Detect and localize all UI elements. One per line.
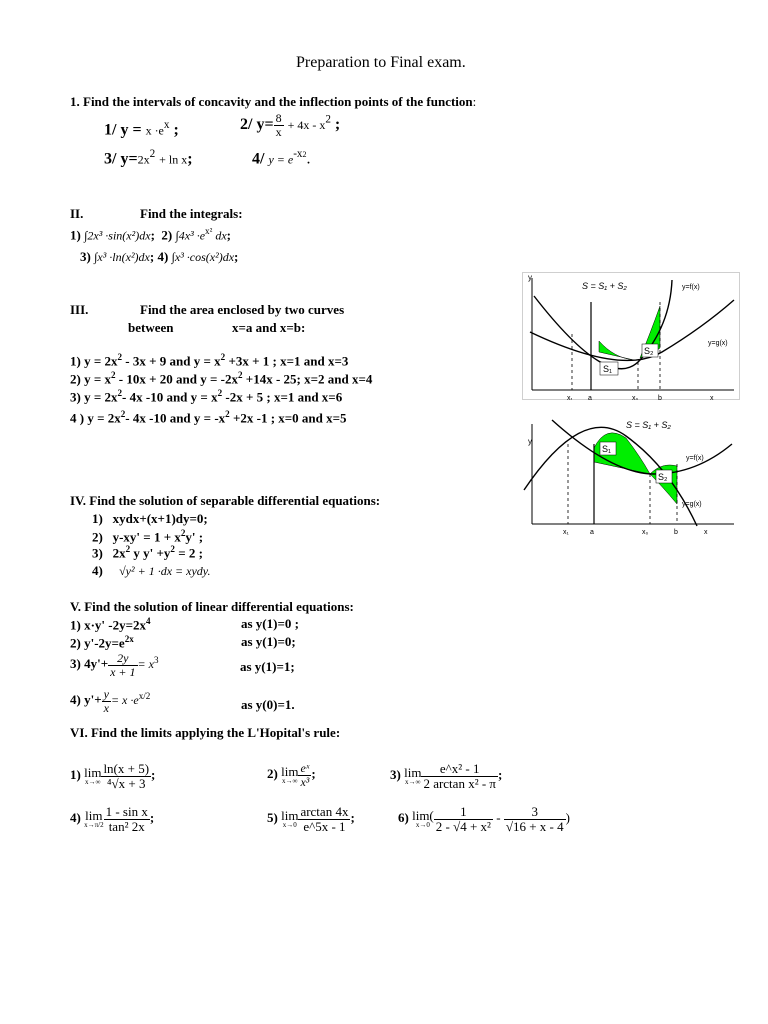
s6-item-1-denominator: ⁴√x + 3 bbox=[101, 776, 151, 791]
s6-item-5-denominator: e^5x - 1 bbox=[298, 819, 350, 834]
graph-2-g-label: y=g(x) bbox=[682, 501, 702, 508]
section-5-heading: V. Find the solution of linear differential equations: bbox=[70, 599, 354, 614]
s2-item-1-expr: ∫2x³ ·sin(x²)dx bbox=[84, 228, 151, 243]
s3-item-1-p2: 2 bbox=[220, 352, 226, 362]
s6-item-1 bbox=[70, 762, 155, 790]
s4-item-2-sup: 2 bbox=[180, 528, 186, 538]
s6-item-1-label: 1) bbox=[70, 767, 81, 783]
s6-item-4-lim-sub: x→π/2 bbox=[84, 821, 104, 830]
graph-1-tick-a: a bbox=[588, 395, 592, 400]
s6-item-1-numerator: ln(x + 5) bbox=[103, 761, 150, 776]
s3-item-3-b: -2x + 5 ; x=1 and x=6 bbox=[222, 389, 343, 405]
s6-item-5-lim-text: lim bbox=[281, 808, 299, 824]
s6-item-4-lim bbox=[84, 809, 103, 829]
s6-item-6 bbox=[398, 805, 570, 833]
s1-item-2-denominator: x bbox=[275, 124, 282, 139]
s2-item-4-label: 4) bbox=[157, 249, 169, 264]
s6-item-6-numerator-1: 1 bbox=[460, 804, 467, 819]
s2-item-2-sup: x² bbox=[205, 226, 213, 236]
s1-item-2-rest: + 4x - x bbox=[287, 117, 326, 132]
s5-item-3-eq bbox=[70, 652, 159, 678]
s6-item-3-numerator: e^x² - 1 bbox=[439, 761, 480, 776]
s2-item-3-label: 3) bbox=[80, 249, 91, 264]
graph-1-formula: S = S₁ + S₂ bbox=[582, 281, 627, 291]
s1-item-1-sup: x bbox=[163, 119, 170, 131]
s2-item-1-end: ; bbox=[150, 227, 155, 243]
graph-1-tick-x1: x₁ bbox=[567, 395, 573, 400]
s3-item-2-p2: 2 bbox=[237, 370, 243, 380]
graph-1-curve-g bbox=[530, 300, 734, 360]
s6-item-5-end: ; bbox=[350, 810, 355, 826]
section-1-heading bbox=[70, 94, 476, 110]
s1-item-3-label: 3/ y= bbox=[104, 150, 138, 168]
s6-item-6-lim-sub: x→0 bbox=[415, 821, 430, 830]
s6-item-1-lim bbox=[84, 766, 101, 786]
s4-item-2 bbox=[92, 528, 203, 545]
s3-item-3-p1: 2 bbox=[117, 388, 123, 398]
s3-item-3-a: - 4x -10 and y = x bbox=[122, 389, 218, 405]
s6-item-3-fraction bbox=[421, 762, 498, 790]
graph-2-y-label: y bbox=[528, 437, 532, 446]
area-graph-1 bbox=[522, 272, 740, 400]
s5-item-1-eq bbox=[70, 616, 151, 633]
s4-item-1-text: xydx+(x+1)dy=0; bbox=[112, 511, 208, 526]
section-4-heading: IV. Find the solution of separable differential equations: bbox=[70, 493, 381, 508]
s6-item-6-numerator-2: 3 bbox=[531, 804, 538, 819]
s4-item-3-text: 2x bbox=[112, 545, 126, 561]
s3-item-4-a: - 4x -10 and y = -x bbox=[125, 410, 226, 426]
s3-item-3-pre: 3) y = 2x bbox=[70, 389, 118, 405]
s4-item-2-text: y-xy' = 1 + x bbox=[112, 529, 181, 545]
s1-item-1-end: ; bbox=[173, 121, 179, 139]
s1-item-3 bbox=[104, 148, 193, 168]
s5-item-4-cond: as y(0)=1. bbox=[241, 697, 295, 712]
s3-item-2-p1: 2 bbox=[111, 370, 116, 380]
s6-item-3-label: 3) bbox=[390, 767, 401, 783]
s6-item-2-lim-text: lim bbox=[281, 764, 299, 780]
graph-2-s1-label: S₁ bbox=[602, 444, 612, 454]
s3-item-1-p1: 2 bbox=[117, 352, 123, 362]
graph-1-tick-x: x bbox=[710, 395, 714, 400]
s6-item-3-lim-text: lim bbox=[404, 765, 422, 781]
s5-item-3-sup: 3 bbox=[153, 654, 159, 665]
s5-item-4-fraction bbox=[102, 688, 111, 714]
s3-item-4-pre: 4 ) y = 2x bbox=[70, 410, 121, 426]
s6-item-6-close: ) bbox=[565, 810, 570, 826]
s2-item-2-expr: ∫4x³ ·e bbox=[175, 228, 206, 243]
s2-item-4-end: ; bbox=[234, 249, 239, 264]
graph-2-tick-x: x bbox=[704, 529, 708, 536]
s6-item-2 bbox=[267, 762, 316, 788]
s2-item-2-label: 2) bbox=[161, 227, 173, 243]
section-3-between: between bbox=[128, 320, 174, 335]
s4-item-3-rest2: = 2 ; bbox=[174, 545, 203, 561]
s6-item-6-denominator-1: 2 - √4 + x² bbox=[435, 818, 491, 834]
graph-2-tick-b: b bbox=[674, 529, 678, 536]
s3-item-1 bbox=[70, 352, 348, 369]
s6-item-2-fraction bbox=[298, 762, 311, 788]
s5-item-4-eq-text: 4) y'+ bbox=[70, 692, 102, 708]
s6-item-2-lim bbox=[281, 765, 298, 785]
s6-item-1-fraction bbox=[101, 762, 151, 790]
s6-item-5 bbox=[267, 805, 355, 833]
s1-item-3-expr: 2x bbox=[137, 152, 150, 167]
s4-item-3-label: 3) bbox=[92, 545, 103, 561]
s6-item-6-lim bbox=[412, 809, 434, 829]
s5-item-2-eq bbox=[70, 634, 134, 651]
s5-item-4-sup: x/2 bbox=[138, 690, 151, 701]
graph-1-s2-label: S₂ bbox=[644, 346, 654, 356]
s4-item-3-sup: 2 bbox=[125, 544, 131, 554]
page-title: Preparation to Final exam. bbox=[296, 54, 466, 71]
s6-item-6-denominator-2: √16 + x - 4 bbox=[505, 818, 564, 834]
s6-item-2-label: 2) bbox=[267, 766, 278, 782]
s4-item-3-sup2: 2 bbox=[170, 544, 175, 554]
graph-2-tick-x1: x₁ bbox=[563, 529, 569, 536]
s6-item-4-denominator: tan² 2x bbox=[104, 819, 150, 834]
s3-item-2-b: +14x - 25; x=2 and x=4 bbox=[242, 371, 373, 387]
s3-item-2-a: - 10x + 20 and y = -2x bbox=[115, 371, 238, 387]
s6-item-2-numerator: eˣ bbox=[300, 761, 310, 775]
s4-item-1-label: 1) bbox=[92, 511, 103, 526]
s6-item-4 bbox=[70, 805, 154, 833]
s5-item-1-cond: as y(1)=0 ; bbox=[241, 616, 299, 631]
s3-item-4-p1: 2 bbox=[120, 409, 126, 419]
s3-item-4-b: +2x -1 ; x=0 and x=5 bbox=[229, 410, 347, 426]
section-3-bounds: x=a and x=b: bbox=[232, 320, 306, 335]
s4-item-4-label: 4) bbox=[92, 563, 103, 578]
s1-item-4-end: . bbox=[306, 150, 311, 168]
s6-item-2-lim-sub: x→∞ bbox=[282, 777, 298, 786]
s3-item-4-p2: 2 bbox=[225, 409, 230, 419]
s5-item-3-numerator: 2y bbox=[117, 651, 129, 665]
s2-row-2 bbox=[80, 249, 238, 265]
s2-item-3-expr: ∫x³ ·ln(x²)dx bbox=[94, 250, 150, 264]
s6-item-5-label: 5) bbox=[267, 810, 278, 826]
s6-item-3-lim bbox=[404, 766, 421, 786]
s6-item-4-lim-text: lim bbox=[85, 808, 103, 824]
s6-item-4-end: ; bbox=[149, 810, 155, 826]
s6-item-3 bbox=[390, 762, 502, 790]
s5-item-2-cond: as y(1)=0; bbox=[241, 634, 296, 649]
s6-item-4-numerator: 1 - sin x bbox=[105, 804, 148, 819]
section-3-number: III. bbox=[70, 302, 89, 317]
s6-item-5-numerator: arctan 4x bbox=[300, 804, 349, 819]
s6-item-4-label: 4) bbox=[70, 810, 81, 826]
graph-1-tick-b: b bbox=[658, 395, 662, 400]
s1-item-2-fraction bbox=[274, 112, 284, 138]
s1-item-1-expr: x ·e bbox=[145, 123, 164, 138]
graph-1-region-s1 bbox=[599, 341, 634, 360]
s5-item-4-rest: = x ·e bbox=[110, 693, 139, 708]
graph-2-f-label: y=f(x) bbox=[686, 455, 704, 462]
section-3-heading: Find the area enclosed by two curves bbox=[140, 302, 345, 317]
graph-1-s1-label: S₁ bbox=[603, 364, 613, 374]
s5-item-4-denominator: x bbox=[103, 700, 109, 715]
s6-item-6-lim-open: lim( bbox=[412, 808, 434, 824]
s5-item-3-fraction bbox=[108, 652, 137, 678]
s6-item-6-minus: - bbox=[496, 810, 501, 826]
s2-item-1-label: 1) bbox=[70, 227, 81, 243]
graph-1-g-label: y=g(x) bbox=[708, 340, 728, 347]
s3-item-4 bbox=[70, 409, 347, 426]
s1-item-4-sup2: 2 bbox=[302, 150, 307, 159]
s6-item-5-lim bbox=[281, 809, 298, 829]
s4-item-4 bbox=[92, 563, 210, 579]
graph-1-f-label: y=f(x) bbox=[682, 284, 700, 291]
s2-item-3-end: ; bbox=[149, 249, 155, 264]
s6-item-4-fraction bbox=[104, 805, 150, 833]
s2-row-1 bbox=[70, 226, 231, 243]
s3-item-2 bbox=[70, 370, 372, 387]
graph-1-tick-x0: x₀ bbox=[632, 395, 639, 400]
s6-item-3-end: ; bbox=[497, 767, 503, 783]
graph-2-s2-label: S₂ bbox=[658, 472, 668, 482]
s2-item-4-expr: ∫x³ ·cos(x²)dx bbox=[171, 250, 235, 264]
s6-item-5-lim-sub: x→0 bbox=[282, 821, 297, 830]
s1-item-4-sup: -x bbox=[293, 148, 303, 160]
s1-item-3-sup: 2 bbox=[149, 148, 156, 160]
section-6-heading: VI. Find the limits applying the L'Hopital's rule: bbox=[70, 725, 341, 740]
s3-item-1-b: +3x + 1 ; x=1 and x=3 bbox=[225, 353, 349, 369]
s5-item-1-eq-text: 1) x·y' -2y=2x bbox=[70, 617, 147, 633]
s4-item-4-text: √y² + 1 ·dx = xydy. bbox=[119, 564, 211, 578]
section-2-number: II. bbox=[70, 206, 84, 221]
s4-item-1 bbox=[92, 511, 208, 527]
graph-2-tick-x0: x₀ bbox=[642, 529, 649, 536]
s1-item-2-label: 2/ y= bbox=[240, 115, 274, 133]
graph-2-tick-a: a bbox=[590, 529, 594, 536]
s6-item-3-denominator: 2 arctan x² - π bbox=[423, 775, 496, 791]
s1-item-4-expr: y = e bbox=[268, 152, 294, 167]
s6-item-3-lim-sub: x→∞ bbox=[405, 778, 421, 787]
s1-item-2-sup: 2 bbox=[325, 113, 331, 126]
s6-item-1-lim-sub: x→∞ bbox=[85, 778, 101, 787]
s1-item-2-end: ; bbox=[334, 115, 341, 133]
s3-item-1-pre: 1) y = 2x bbox=[70, 353, 118, 369]
s4-item-2-rest: y' ; bbox=[185, 529, 204, 545]
s1-item-3-rest: + ln x bbox=[159, 152, 188, 167]
s5-item-3-eq-text: 3) 4y'+ bbox=[70, 656, 109, 672]
s1-item-4-label: 4/ bbox=[252, 150, 265, 168]
section-1-colon: : bbox=[472, 94, 477, 109]
s5-item-2-eq-text: 2) y'-2y=e bbox=[70, 635, 125, 651]
graph-1-y-label: y bbox=[528, 273, 532, 282]
s4-item-3-rest: y y' +y bbox=[130, 545, 171, 561]
graph-1-frame bbox=[523, 273, 740, 400]
s1-item-1 bbox=[104, 119, 179, 139]
section-1-heading-text: 1. Find the intervals of concavity and the inflection points of the function bbox=[70, 94, 473, 109]
s6-item-1-end: ; bbox=[151, 767, 156, 783]
s6-item-5-fraction bbox=[298, 805, 350, 833]
s1-item-2-numerator: 8 bbox=[275, 111, 282, 125]
area-graph-2 bbox=[522, 414, 740, 540]
s6-item-6-label: 6) bbox=[398, 810, 409, 826]
s5-item-3-rest: = x bbox=[137, 657, 154, 672]
s3-item-3-p2: 2 bbox=[217, 388, 223, 398]
s5-item-3-denominator: x + 1 bbox=[110, 664, 136, 679]
s6-item-6-fraction-1 bbox=[434, 805, 493, 833]
s1-item-4 bbox=[252, 148, 311, 168]
s5-item-4-eq bbox=[70, 688, 150, 714]
s1-item-2 bbox=[240, 112, 340, 138]
s5-item-2-sup: 2x bbox=[124, 634, 134, 644]
s6-item-2-end: ; bbox=[311, 766, 316, 782]
s3-item-3 bbox=[70, 388, 342, 405]
graph-2-formula: S = S₁ + S₂ bbox=[626, 420, 671, 430]
s5-item-1-sup: 4 bbox=[146, 616, 151, 626]
s5-item-3-cond: as y(1)=1; bbox=[240, 659, 295, 674]
s6-item-1-lim-text: lim bbox=[84, 765, 102, 781]
s2-item-2-end: ; bbox=[226, 227, 231, 243]
section-2-heading: Find the integrals: bbox=[140, 206, 243, 221]
s4-item-3 bbox=[92, 544, 203, 561]
s6-item-6-fraction-2 bbox=[504, 805, 566, 833]
s6-item-2-denominator: x³ bbox=[300, 774, 310, 789]
s1-item-3-end: ; bbox=[187, 150, 193, 168]
s1-item-1-label: 1/ y = bbox=[104, 121, 142, 139]
s5-item-4-numerator: y bbox=[103, 687, 109, 701]
s2-item-2-rest: dx bbox=[212, 228, 227, 243]
s4-item-2-label: 2) bbox=[92, 529, 103, 545]
s3-item-1-a: - 3x + 9 and y = x bbox=[122, 353, 221, 369]
s3-item-2-pre: 2) y = x bbox=[70, 371, 111, 387]
